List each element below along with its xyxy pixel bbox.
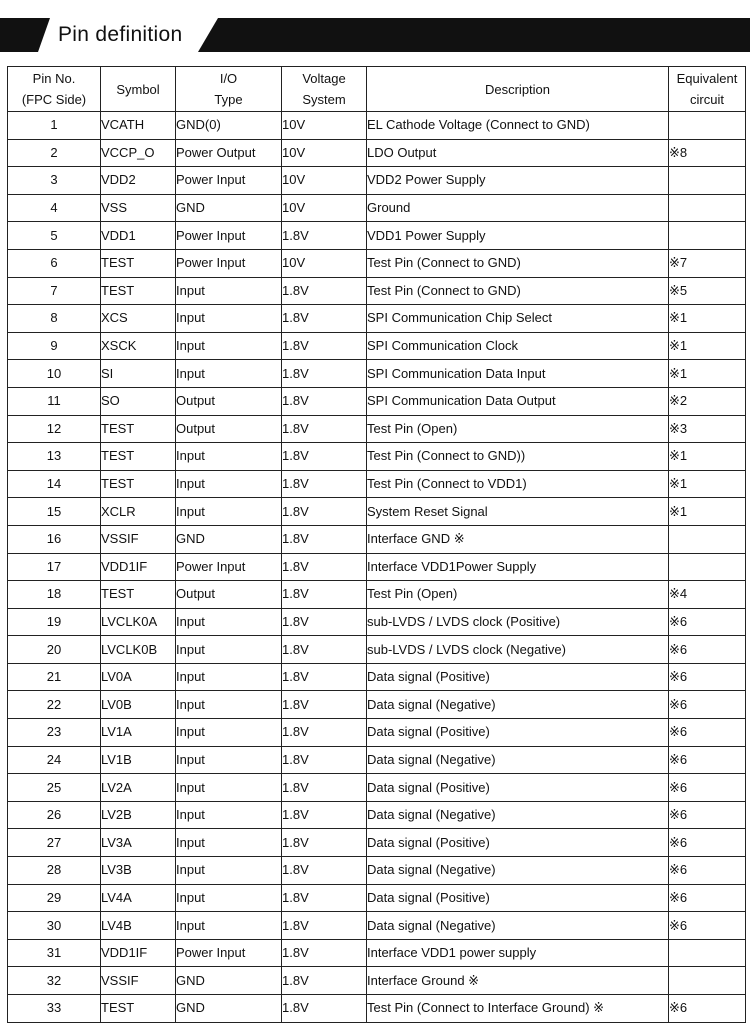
symbol-cell: VDD2 <box>101 167 176 195</box>
io-type-cell: Input <box>176 857 282 885</box>
description-cell: Data signal (Negative) <box>367 691 669 719</box>
table-row <box>8 691 746 719</box>
pin-number-cell: 7 <box>8 277 101 305</box>
equivalent-circuit-cell <box>669 112 746 140</box>
voltage-cell: 10V <box>282 167 367 195</box>
symbol-cell: TEST <box>101 470 176 498</box>
io-type-cell: Power Input <box>176 222 282 250</box>
description-cell: Data signal (Negative) <box>367 912 669 940</box>
pin-number-cell: 15 <box>8 498 101 526</box>
pin-number-cell: 5 <box>8 222 101 250</box>
header-voltage-line2: System <box>302 92 346 107</box>
voltage-cell: 1.8V <box>282 857 367 885</box>
equivalent-circuit-cell <box>669 194 746 222</box>
symbol-cell: LV2A <box>101 774 176 802</box>
pin-number-cell: 18 <box>8 581 101 609</box>
equivalent-circuit-cell <box>669 222 746 250</box>
voltage-cell: 1.8V <box>282 415 367 443</box>
pin-number-cell: 30 <box>8 912 101 940</box>
header-equivalent-circuit <box>669 67 746 112</box>
pin-number-cell: 8 <box>8 305 101 333</box>
pin-number-cell: 20 <box>8 636 101 664</box>
symbol-cell: VDD1IF <box>101 553 176 581</box>
io-type-cell: Output <box>176 387 282 415</box>
voltage-cell: 1.8V <box>282 525 367 553</box>
voltage-cell: 1.8V <box>282 277 367 305</box>
equivalent-circuit-cell: ※3 <box>669 415 746 443</box>
header-io-type <box>176 67 282 112</box>
page-title: Pin definition <box>58 23 183 46</box>
table-row <box>8 387 746 415</box>
header-symbol <box>101 67 176 112</box>
header-io-line1: I/O <box>219 71 238 86</box>
equivalent-circuit-cell <box>669 967 746 995</box>
symbol-cell: TEST <box>101 995 176 1023</box>
voltage-cell: 1.8V <box>282 995 367 1023</box>
symbol-cell: TEST <box>101 443 176 471</box>
equivalent-circuit-cell: ※7 <box>669 249 746 277</box>
voltage-cell: 1.8V <box>282 939 367 967</box>
symbol-cell: LV3B <box>101 857 176 885</box>
pin-number-cell: 17 <box>8 553 101 581</box>
voltage-cell: 1.8V <box>282 498 367 526</box>
pin-number-cell: 33 <box>8 995 101 1023</box>
symbol-cell: LV0B <box>101 691 176 719</box>
description-cell: SPI Communication Data Input <box>367 360 669 388</box>
pin-number-cell: 31 <box>8 939 101 967</box>
description-cell: Interface VDD1 power supply <box>367 939 669 967</box>
description-cell: SPI Communication Clock <box>367 332 669 360</box>
voltage-cell: 10V <box>282 194 367 222</box>
pin-number-cell: 29 <box>8 884 101 912</box>
description-cell: Test Pin (Open) <box>367 415 669 443</box>
symbol-cell: XSCK <box>101 332 176 360</box>
pin-number-cell: 21 <box>8 663 101 691</box>
header-description <box>367 67 669 112</box>
io-type-cell: Input <box>176 443 282 471</box>
table-row <box>8 277 746 305</box>
pin-number-cell: 26 <box>8 801 101 829</box>
symbol-cell: LV4A <box>101 884 176 912</box>
symbol-cell: VDD1 <box>101 222 176 250</box>
pin-number-cell: 2 <box>8 139 101 167</box>
voltage-cell: 1.8V <box>282 636 367 664</box>
table-row <box>8 608 746 636</box>
table-row <box>8 222 746 250</box>
table-row <box>8 305 746 333</box>
table-row <box>8 139 746 167</box>
symbol-cell: TEST <box>101 415 176 443</box>
header-io-line2: Type <box>214 92 243 107</box>
description-cell: Data signal (Negative) <box>367 746 669 774</box>
io-type-cell: GND <box>176 967 282 995</box>
table-row <box>8 498 746 526</box>
description-cell: Data signal (Negative) <box>367 801 669 829</box>
equivalent-circuit-cell: ※1 <box>669 305 746 333</box>
io-type-cell: Power Output <box>176 139 282 167</box>
voltage-cell: 1.8V <box>282 305 367 333</box>
equivalent-circuit-cell: ※1 <box>669 470 746 498</box>
voltage-cell: 1.8V <box>282 829 367 857</box>
symbol-cell: XCS <box>101 305 176 333</box>
voltage-cell: 1.8V <box>282 443 367 471</box>
equivalent-circuit-cell <box>669 525 746 553</box>
description-cell: sub-LVDS / LVDS clock (Positive) <box>367 608 669 636</box>
io-type-cell: Power Input <box>176 939 282 967</box>
symbol-cell: LV3A <box>101 829 176 857</box>
description-cell: LDO Output <box>367 139 669 167</box>
description-cell: System Reset Signal <box>367 498 669 526</box>
symbol-cell: LV1A <box>101 719 176 747</box>
equivalent-circuit-cell: ※1 <box>669 498 746 526</box>
table-row <box>8 719 746 747</box>
voltage-cell: 1.8V <box>282 470 367 498</box>
header-pin-no-line1: Pin No. <box>32 71 76 86</box>
symbol-cell: SI <box>101 360 176 388</box>
description-cell: Test Pin (Connect to GND) <box>367 249 669 277</box>
symbol-cell: SO <box>101 387 176 415</box>
symbol-cell: VSSIF <box>101 525 176 553</box>
table-row <box>8 939 746 967</box>
voltage-cell: 10V <box>282 139 367 167</box>
table-row <box>8 774 746 802</box>
voltage-cell: 10V <box>282 112 367 140</box>
table-row <box>8 746 746 774</box>
voltage-cell: 1.8V <box>282 332 367 360</box>
equivalent-circuit-cell: ※1 <box>669 360 746 388</box>
header-voltage-system <box>282 67 367 112</box>
pin-number-cell: 25 <box>8 774 101 802</box>
pin-number-cell: 27 <box>8 829 101 857</box>
voltage-cell: 1.8V <box>282 608 367 636</box>
io-type-cell: Input <box>176 277 282 305</box>
pin-number-cell: 28 <box>8 857 101 885</box>
equivalent-circuit-cell: ※5 <box>669 277 746 305</box>
equivalent-circuit-cell: ※2 <box>669 387 746 415</box>
equivalent-circuit-cell: ※6 <box>669 884 746 912</box>
equivalent-circuit-cell: ※6 <box>669 801 746 829</box>
header-description-line1: Description <box>484 81 551 97</box>
io-type-cell: Input <box>176 332 282 360</box>
symbol-cell: XCLR <box>101 498 176 526</box>
io-type-cell: Power Input <box>176 553 282 581</box>
table-row <box>8 581 746 609</box>
equivalent-circuit-cell: ※1 <box>669 332 746 360</box>
header-voltage-line1: Voltage <box>302 71 346 86</box>
symbol-cell: VSSIF <box>101 967 176 995</box>
header-equivalent-line1: Equivalent <box>676 71 738 86</box>
equivalent-circuit-cell: ※6 <box>669 608 746 636</box>
io-type-cell: Input <box>176 884 282 912</box>
table-row <box>8 801 746 829</box>
pin-number-cell: 11 <box>8 387 101 415</box>
voltage-cell: 1.8V <box>282 387 367 415</box>
pin-number-cell: 6 <box>8 249 101 277</box>
description-cell: Test Pin (Connect to Interface Ground) ※ <box>367 995 669 1023</box>
pin-definition-table <box>7 66 746 1023</box>
io-type-cell: Input <box>176 746 282 774</box>
equivalent-circuit-cell: ※6 <box>669 857 746 885</box>
equivalent-circuit-cell: ※6 <box>669 829 746 857</box>
pin-number-cell: 4 <box>8 194 101 222</box>
table-row <box>8 443 746 471</box>
description-cell: Data signal (Positive) <box>367 829 669 857</box>
pin-number-cell: 3 <box>8 167 101 195</box>
description-cell: EL Cathode Voltage (Connect to GND) <box>367 112 669 140</box>
description-cell: Interface GND ※ <box>367 525 669 553</box>
io-type-cell: Input <box>176 360 282 388</box>
symbol-cell: TEST <box>101 277 176 305</box>
pin-number-cell: 24 <box>8 746 101 774</box>
voltage-cell: 1.8V <box>282 774 367 802</box>
description-cell: Data signal (Negative) <box>367 857 669 885</box>
header-symbol-line1: Symbol <box>116 81 160 97</box>
voltage-cell: 1.8V <box>282 663 367 691</box>
table-row <box>8 194 746 222</box>
symbol-cell: VCCP_O <box>101 139 176 167</box>
pin-number-cell: 32 <box>8 967 101 995</box>
symbol-cell: VCATH <box>101 112 176 140</box>
voltage-cell: 1.8V <box>282 884 367 912</box>
symbol-cell: LV4B <box>101 912 176 940</box>
equivalent-circuit-cell: ※8 <box>669 139 746 167</box>
description-cell: SPI Communication Data Output <box>367 387 669 415</box>
io-type-cell: Input <box>176 663 282 691</box>
header-equivalent-line2: circuit <box>690 92 724 107</box>
table-row <box>8 967 746 995</box>
equivalent-circuit-cell: ※4 <box>669 581 746 609</box>
io-type-cell: Output <box>176 415 282 443</box>
table-row <box>8 829 746 857</box>
table-row <box>8 167 746 195</box>
pin-number-cell: 1 <box>8 112 101 140</box>
table-row <box>8 525 746 553</box>
table-row <box>8 995 746 1023</box>
symbol-cell: LV2B <box>101 801 176 829</box>
equivalent-circuit-cell: ※6 <box>669 719 746 747</box>
symbol-cell: LV0A <box>101 663 176 691</box>
io-type-cell: Input <box>176 608 282 636</box>
equivalent-circuit-cell: ※6 <box>669 636 746 664</box>
table-row <box>8 663 746 691</box>
table-row <box>8 415 746 443</box>
table-row <box>8 553 746 581</box>
equivalent-circuit-cell <box>669 167 746 195</box>
io-type-cell: Input <box>176 636 282 664</box>
symbol-cell: VDD1IF <box>101 939 176 967</box>
table-row <box>8 360 746 388</box>
symbol-cell: TEST <box>101 581 176 609</box>
description-cell: Data signal (Positive) <box>367 663 669 691</box>
voltage-cell: 1.8V <box>282 912 367 940</box>
io-type-cell: Input <box>176 498 282 526</box>
description-cell: Test Pin (Connect to GND)) <box>367 443 669 471</box>
table-row <box>8 636 746 664</box>
table-row <box>8 112 746 140</box>
pin-number-cell: 22 <box>8 691 101 719</box>
io-type-cell: GND <box>176 194 282 222</box>
io-type-cell: Input <box>176 691 282 719</box>
pin-number-cell: 13 <box>8 443 101 471</box>
equivalent-circuit-cell: ※1 <box>669 443 746 471</box>
io-type-cell: Power Input <box>176 167 282 195</box>
io-type-cell: Input <box>176 305 282 333</box>
table-row <box>8 332 746 360</box>
symbol-cell: TEST <box>101 249 176 277</box>
io-type-cell: GND <box>176 995 282 1023</box>
voltage-cell: 1.8V <box>282 801 367 829</box>
voltage-cell: 1.8V <box>282 746 367 774</box>
pin-number-cell: 19 <box>8 608 101 636</box>
description-cell: VDD1 Power Supply <box>367 222 669 250</box>
symbol-cell: LVCLK0A <box>101 608 176 636</box>
table-row <box>8 912 746 940</box>
pin-number-cell: 10 <box>8 360 101 388</box>
symbol-cell: VSS <box>101 194 176 222</box>
header-pin-no-line2: (FPC Side) <box>21 92 87 107</box>
equivalent-circuit-cell: ※6 <box>669 774 746 802</box>
io-type-cell: Input <box>176 719 282 747</box>
description-cell: Interface VDD1Power Supply <box>367 553 669 581</box>
equivalent-circuit-cell: ※6 <box>669 995 746 1023</box>
table-row <box>8 884 746 912</box>
description-cell: Data signal (Positive) <box>367 774 669 802</box>
io-type-cell: Input <box>176 774 282 802</box>
voltage-cell: 1.8V <box>282 691 367 719</box>
voltage-cell: 1.8V <box>282 360 367 388</box>
io-type-cell: Input <box>176 470 282 498</box>
header-pin-no <box>8 67 101 112</box>
table-header-row <box>8 67 746 112</box>
equivalent-circuit-cell: ※6 <box>669 912 746 940</box>
io-type-cell: Output <box>176 581 282 609</box>
pin-number-cell: 16 <box>8 525 101 553</box>
io-type-cell: GND <box>176 525 282 553</box>
voltage-cell: 1.8V <box>282 222 367 250</box>
io-type-cell: Input <box>176 912 282 940</box>
description-cell: Ground <box>367 194 669 222</box>
io-type-cell: Input <box>176 829 282 857</box>
equivalent-circuit-cell: ※6 <box>669 746 746 774</box>
equivalent-circuit-cell <box>669 553 746 581</box>
voltage-cell: 10V <box>282 249 367 277</box>
table-body <box>8 112 746 1023</box>
equivalent-circuit-cell <box>669 939 746 967</box>
description-cell: Test Pin (Open) <box>367 581 669 609</box>
pin-number-cell: 12 <box>8 415 101 443</box>
description-cell: VDD2 Power Supply <box>367 167 669 195</box>
equivalent-circuit-cell: ※6 <box>669 663 746 691</box>
voltage-cell: 1.8V <box>282 719 367 747</box>
description-cell: Test Pin (Connect to GND) <box>367 277 669 305</box>
table-row <box>8 857 746 885</box>
description-cell: Test Pin (Connect to VDD1) <box>367 470 669 498</box>
voltage-cell: 1.8V <box>282 553 367 581</box>
io-type-cell: Power Input <box>176 249 282 277</box>
voltage-cell: 1.8V <box>282 581 367 609</box>
description-cell: sub-LVDS / LVDS clock (Negative) <box>367 636 669 664</box>
description-cell: Data signal (Positive) <box>367 719 669 747</box>
io-type-cell: GND(0) <box>176 112 282 140</box>
description-cell: Data signal (Positive) <box>367 884 669 912</box>
symbol-cell: LV1B <box>101 746 176 774</box>
description-cell: Interface Ground ※ <box>367 967 669 995</box>
table-row <box>8 470 746 498</box>
equivalent-circuit-cell: ※6 <box>669 691 746 719</box>
pin-number-cell: 9 <box>8 332 101 360</box>
voltage-cell: 1.8V <box>282 967 367 995</box>
table-row <box>8 249 746 277</box>
pin-number-cell: 14 <box>8 470 101 498</box>
io-type-cell: Input <box>176 801 282 829</box>
description-cell: SPI Communication Chip Select <box>367 305 669 333</box>
pin-number-cell: 23 <box>8 719 101 747</box>
symbol-cell: LVCLK0B <box>101 636 176 664</box>
